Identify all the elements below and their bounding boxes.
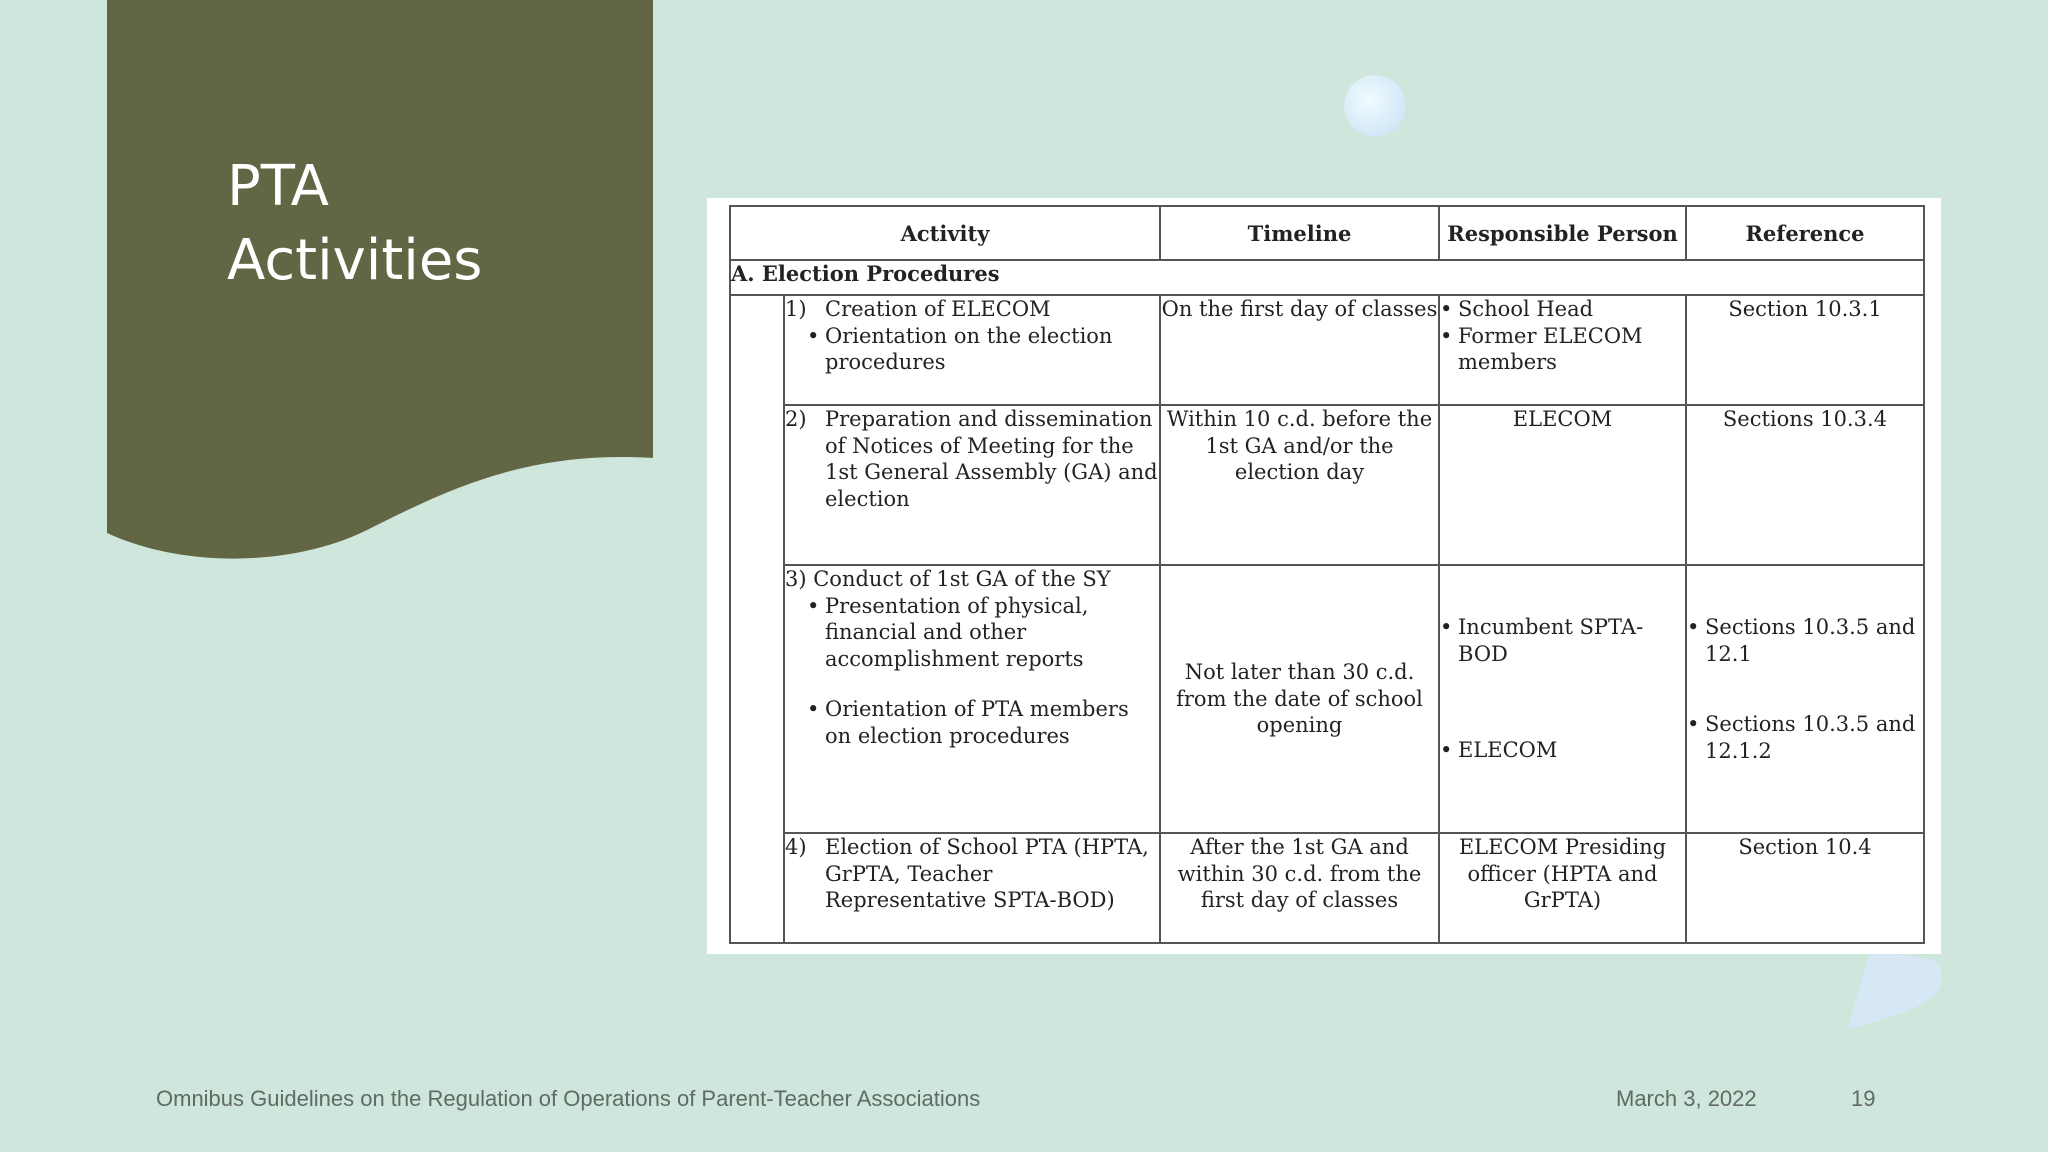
timeline-cell: After the 1st GA and within 30 c.d. from the first day of classes bbox=[1160, 833, 1439, 943]
responsible-cell bbox=[1439, 295, 1686, 405]
timeline-cell: Not later than 30 c.d. from the date of school opening bbox=[1160, 565, 1439, 833]
activity-text: Election of School PTA (HPTA, GrPTA, Teacher Representative SPTA-BOD) bbox=[825, 835, 1149, 912]
activity-bullet: • Orientation on the election procedures bbox=[807, 323, 1159, 376]
step-number: 1) bbox=[785, 297, 807, 321]
table-row bbox=[730, 295, 1924, 405]
footer-source: Omnibus Guidelines on the Regulation of Operations of Parent-Teacher Associations bbox=[156, 1086, 981, 1111]
activity-bullet: • Presentation of physical, financial and other accomplishment reports bbox=[807, 593, 1159, 673]
pta-activities-table bbox=[729, 205, 1925, 944]
reference-cell: Sections 10.3.4 bbox=[1686, 405, 1924, 565]
activity-cell bbox=[784, 405, 1160, 565]
activity-text: Preparation and dissemination of Notices of Meeting for the 1st General Assembly (GA) and election bbox=[825, 407, 1158, 511]
reference-cell: Section 10.3.1 bbox=[1686, 295, 1924, 405]
activity-text: 3) Conduct of 1st GA of the SY bbox=[785, 567, 1111, 591]
activity-cell bbox=[784, 833, 1160, 943]
activity-cell bbox=[784, 295, 1160, 405]
slide-number: 19 bbox=[1851, 1086, 1876, 1111]
slide-title-line-1: PTA bbox=[227, 154, 329, 219]
section-heading: A. Election Procedures bbox=[730, 260, 1924, 295]
responsible-cell: ELECOM bbox=[1439, 405, 1686, 565]
responsible-bullet: • Incumbent SPTA-BOD bbox=[1440, 614, 1685, 667]
timeline-cell: Within 10 c.d. before the 1st GA and/or the election day bbox=[1160, 405, 1439, 565]
activity-bullet: • Orientation of PTA members on election procedures bbox=[807, 696, 1159, 749]
header-responsible-person: Responsible Person bbox=[1439, 206, 1686, 260]
activity-text: Creation of ELECOM bbox=[825, 297, 1051, 321]
timeline-cell: On the first day of classes bbox=[1160, 295, 1439, 405]
responsible-bullet: • Former ELECOM members bbox=[1440, 323, 1685, 376]
reference-cell: Section 10.4 bbox=[1686, 833, 1924, 943]
step-number: 4) bbox=[785, 835, 807, 859]
header-timeline: Timeline bbox=[1160, 206, 1439, 260]
section-row bbox=[730, 260, 1924, 295]
activity-cell bbox=[784, 565, 1160, 833]
table-row bbox=[730, 833, 1924, 943]
slide-title bbox=[227, 150, 482, 298]
responsible-cell: ELECOM Presiding officer (HPTA and GrPTA) bbox=[1439, 833, 1686, 943]
responsible-bullet: • ELECOM bbox=[1440, 737, 1685, 764]
responsible-cell bbox=[1439, 565, 1686, 833]
decorative-circle bbox=[1344, 75, 1406, 137]
reference-bullet: • Sections 10.3.5 and 12.1.2 bbox=[1687, 711, 1923, 764]
table-header-row bbox=[730, 206, 1924, 260]
step-number: 2) bbox=[785, 407, 807, 431]
row-gutter bbox=[730, 295, 784, 943]
decorative-shard bbox=[1848, 950, 1948, 1030]
reference-cell bbox=[1686, 565, 1924, 833]
responsible-bullet: • School Head bbox=[1440, 296, 1685, 323]
header-reference: Reference bbox=[1686, 206, 1924, 260]
reference-bullet: • Sections 10.3.5 and 12.1 bbox=[1687, 614, 1923, 667]
table-image bbox=[707, 198, 1941, 954]
table-row bbox=[730, 405, 1924, 565]
slide-title-line-2: Activities bbox=[227, 228, 483, 293]
header-activity: Activity bbox=[730, 206, 1160, 260]
table-row bbox=[730, 565, 1924, 833]
footer-date: March 3, 2022 bbox=[1616, 1086, 1757, 1111]
